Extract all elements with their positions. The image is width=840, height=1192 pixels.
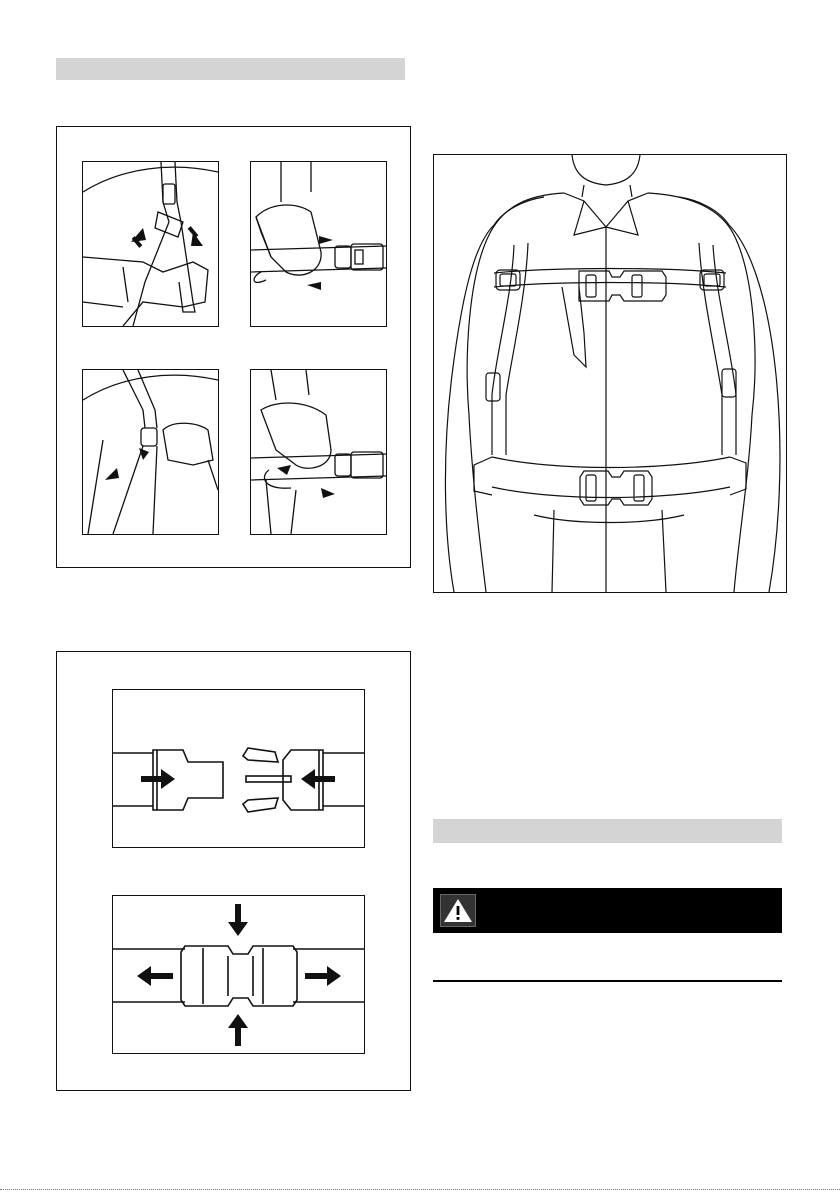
warning-end-rule bbox=[433, 980, 782, 982]
harness-figure bbox=[433, 154, 787, 593]
buckle-figure bbox=[56, 651, 411, 1091]
strap-adjust-panel-4 bbox=[250, 369, 387, 535]
page-bottom-edge bbox=[0, 1189, 840, 1190]
strap-adjust-panel-1 bbox=[82, 161, 219, 327]
buckle-panel-closed bbox=[112, 895, 365, 1054]
section-heading-bar-left bbox=[56, 58, 405, 80]
strap-adjust-figure bbox=[56, 126, 411, 568]
strap-adjust-panel-2 bbox=[250, 161, 387, 327]
warning-triangle-icon bbox=[440, 894, 476, 927]
warning-bar bbox=[433, 888, 782, 933]
buckle-panel-open bbox=[112, 689, 365, 848]
strap-adjust-panel-3 bbox=[82, 369, 219, 535]
section-heading-bar-right bbox=[433, 819, 782, 843]
